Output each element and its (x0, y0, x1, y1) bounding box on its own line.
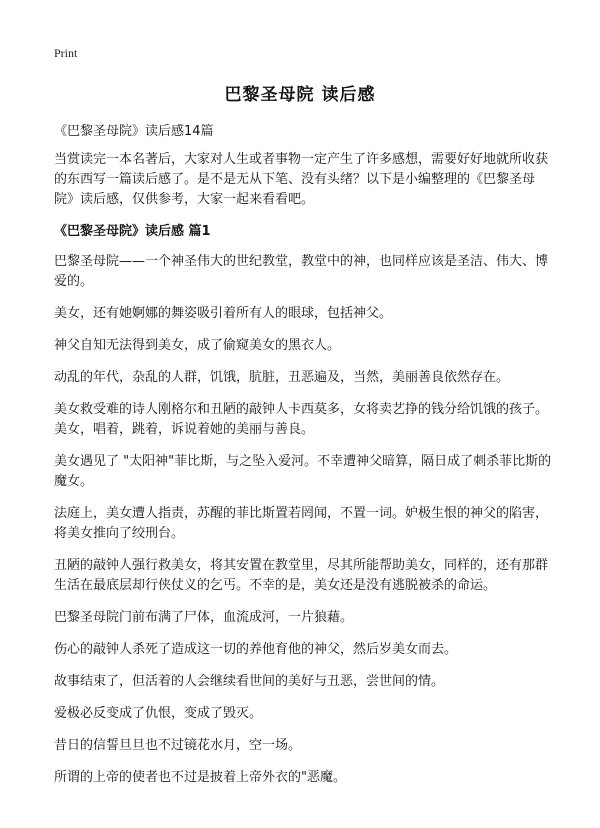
body-paragraph: 神父自知无法得到美女，成了偷窥美女的黑衣人。 (54, 338, 341, 353)
body-paragraph: 昔日的信誓旦旦也不过镜花水月，空一场。 (54, 738, 302, 753)
body-paragraph: 伤心的敲钟人杀死了造成这一切的养他育他的神父，然后岁美女而去。 (54, 642, 458, 657)
document-body (54, 150, 554, 800)
body-paragraph: 美女，还有她婀娜的舞姿吸引着所有人的眼球，包括神父。 (54, 306, 393, 321)
print-link[interactable]: Print (54, 46, 78, 60)
body-paragraph: 巴黎圣母院门前布满了尸体，血流成河，一片狼藉。 (54, 610, 354, 625)
section-heading: 《巴黎圣母院》读后感 篇1 (54, 224, 211, 239)
body-paragraph: 所谓的上帝的使者也不过是披着上帝外衣的"恶魔。 (54, 770, 346, 785)
body-paragraph: 美女遇见了 "太阳神"菲比斯，与之坠入爱河。不幸遭神父暗算，隔日成了刺杀菲比斯的魔女。 (54, 454, 552, 489)
body-paragraph: 美女救受难的诗人刚格尔和丑陋的敲钟人卡西莫多，女将卖艺挣的钱分给饥饿的孩子。美女，唱着，跳着，诉说着她的美丽与善良。 (54, 402, 549, 437)
intro-paragraph: 当赏读完一本名著后，大家对人生或者事物一定产生了许多感想，需要好好地就所收获的东西写一篇读后感了。是不是无从下笔、没有头绪？以下是小编整理的《巴黎圣母院》读后感，仅供参考，大家一起来看看吧。 (54, 152, 549, 207)
body-paragraph: 巴黎圣母院——一个神圣伟大的世纪教堂，教堂中的神，也同样应该是圣洁、伟大、博爱的。 (54, 254, 549, 289)
body-paragraph: 法庭上，美女遭人指责，苏醒的菲比斯置若罔闻，不置一词。妒极生恨的神父的陷害，将美女推向了绞刑台。 (54, 506, 549, 541)
document-subtitle: 《巴黎圣母院》读后感14篇 (54, 124, 214, 139)
body-paragraph: 故事结束了，但活着的人会继续看世间的美好与丑恶，尝世间的情。 (54, 674, 445, 689)
body-paragraph: 动乱的年代，杂乱的人群，饥饿，肮脏，丑恶遍及，当然，美丽善良依然存在。 (54, 370, 510, 385)
body-paragraph: 丑陋的敲钟人强行救美女，将其安置在教堂里，尽其所能帮助美女，同样的，还有那群生活在最底层却行侠仗义的乞丐。不幸的是，美女还是没有逃脱被杀的命运。 (54, 558, 549, 593)
page-title: 巴黎圣母院 读后感 (224, 85, 376, 105)
body-paragraph: 爱极必反变成了仇恨，变成了毁灭。 (54, 706, 263, 721)
